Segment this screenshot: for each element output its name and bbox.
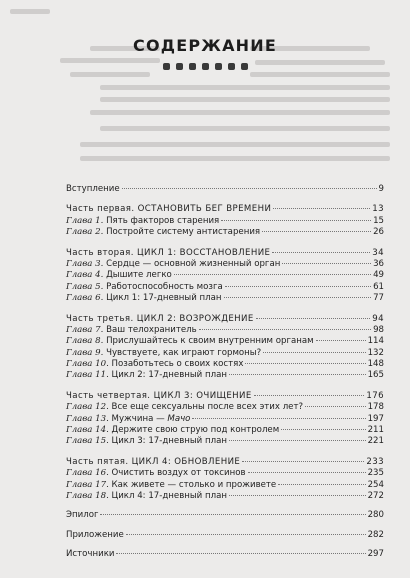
dot-leader — [192, 417, 365, 419]
toc-chapter-entry[interactable] — [66, 336, 384, 347]
page-number: 165 — [367, 370, 384, 381]
chapter-number: Глава 13. — [66, 413, 109, 424]
toc-entry-text: Позаботьтесь о своих костях — [111, 359, 244, 370]
toc-entry-label — [66, 359, 243, 370]
ornament-dot — [189, 63, 196, 70]
table-of-contents — [66, 184, 384, 561]
toc-chapter-entry[interactable] — [66, 216, 384, 227]
page-number: 34 — [372, 247, 384, 258]
chapter-number: Глава 10. — [66, 359, 109, 370]
dot-leader — [305, 405, 366, 407]
toc-entry-label — [66, 314, 254, 325]
toc-chapter-entry[interactable] — [66, 325, 384, 336]
toc-entry-label — [66, 227, 260, 238]
chapter-number: Глава 6. — [66, 293, 104, 304]
toc-chapter-entry[interactable] — [66, 270, 384, 281]
chapter-number: Глава 12. — [66, 402, 109, 413]
toc-entry-label — [66, 370, 227, 381]
page-number: 26 — [373, 227, 384, 238]
toc-entry-text: Часть третья. ЦИКЛ 2: ВОЗРОЖДЕНИЕ — [66, 313, 254, 324]
toc-entry-label — [66, 414, 190, 425]
toc-entry-text: Источники — [66, 549, 115, 560]
toc-entry-label — [66, 336, 314, 347]
toc-chapter-entry[interactable] — [66, 348, 384, 359]
dot-leader — [282, 262, 371, 264]
toc-entry-label — [66, 348, 261, 359]
toc-entry-text: Прислушайтесь к своим внутренним органам — [106, 336, 314, 347]
toc-chapter-entry[interactable] — [66, 425, 384, 436]
dot-leader — [242, 460, 364, 462]
page-title: СОДЕРЖАНИЕ — [133, 36, 277, 55]
toc-entry-label — [66, 204, 271, 215]
toc-entry[interactable] — [66, 184, 384, 195]
show-through-text — [0, 0, 410, 170]
toc-entry-text: Дышите легко — [106, 270, 172, 281]
page-number: 254 — [367, 479, 384, 490]
toc-entry-label — [66, 436, 227, 447]
page-number: 211 — [367, 425, 384, 436]
chapter-number: Глава 18. — [66, 490, 109, 501]
toc-chapter-entry[interactable] — [66, 436, 384, 447]
page-number: 148 — [367, 359, 384, 370]
page-number: 221 — [367, 436, 384, 447]
dot-leader — [100, 513, 365, 515]
ornament-dot — [215, 63, 222, 70]
dot-leader — [273, 207, 370, 209]
toc-entry-label — [66, 402, 303, 413]
dot-leader — [174, 273, 371, 275]
toc-chapter-entry[interactable] — [66, 491, 384, 502]
toc-entry[interactable] — [66, 510, 384, 521]
page-number: 280 — [367, 510, 384, 521]
ornament-dot — [176, 63, 183, 70]
toc-part-entry[interactable] — [66, 248, 384, 259]
toc-part-entry[interactable] — [66, 457, 384, 468]
toc-chapter-entry[interactable] — [66, 414, 384, 425]
ornament-dot — [202, 63, 209, 70]
toc-chapter-entry[interactable] — [66, 370, 384, 381]
toc-entry-text: Сердце — основной жизненный орган — [106, 258, 281, 269]
ornament-dot — [241, 63, 248, 70]
page-number: 94 — [372, 313, 384, 324]
page-number: 9 — [378, 184, 384, 194]
dot-leader — [254, 394, 365, 396]
toc-entry-text: Часть пятая. ЦИКЛ 4: ОБНОВЛЕНИЕ — [66, 456, 241, 467]
dot-leader — [245, 362, 365, 364]
dot-leader — [116, 552, 365, 554]
page-number: 197 — [367, 413, 384, 424]
page-number: 297 — [367, 549, 384, 560]
toc-chapter-entry[interactable] — [66, 480, 384, 491]
chapter-number: Глава 14. — [66, 425, 109, 436]
chapter-number: Глава 8. — [66, 336, 104, 347]
dot-leader — [278, 483, 365, 485]
page-number: 15 — [373, 215, 384, 226]
toc-entry-label — [66, 491, 227, 502]
ornament-dot — [228, 63, 235, 70]
toc-entry[interactable] — [66, 549, 384, 560]
toc-entry-text: Ваш телохранитель — [106, 324, 197, 335]
toc-part-entry[interactable] — [66, 314, 384, 325]
toc-entry-text: Держите свою струю под контролем — [111, 425, 280, 436]
toc-entry-text: Приложение — [66, 529, 124, 540]
toc-entry-label — [66, 510, 98, 521]
dot-leader — [281, 428, 365, 430]
toc-entry-text: Вступление — [66, 184, 120, 194]
toc-entry-label — [66, 282, 223, 293]
chapter-number: Глава 16. — [66, 468, 109, 479]
toc-entry-text: Цикл 4: 17-дневный план — [111, 490, 227, 501]
toc-entry-label — [66, 457, 240, 468]
dot-leader — [122, 187, 377, 189]
toc-entry-label — [66, 425, 279, 436]
chapter-number: Глава 1. — [66, 215, 104, 226]
toc-entry-text: Постройте систему антистарения — [106, 227, 261, 238]
page-number: 233 — [366, 456, 384, 467]
page-number: 49 — [373, 270, 384, 281]
dot-leader — [199, 328, 371, 330]
toc-chapter-entry[interactable] — [66, 402, 384, 413]
page-number: 176 — [366, 390, 384, 401]
toc-part-entry[interactable] — [66, 391, 384, 402]
page-number: 61 — [373, 281, 384, 292]
toc-chapter-entry[interactable] — [66, 359, 384, 370]
toc-chapter-entry[interactable] — [66, 227, 384, 238]
chapter-number: Глава 2. — [66, 227, 104, 238]
toc-entry-label — [66, 216, 219, 227]
toc-entry-text: Мужчина — — [111, 413, 168, 424]
page-number: 132 — [367, 347, 384, 358]
toc-entry-text: Очистить воздух от токсинов — [111, 468, 246, 479]
toc-entry-label — [66, 325, 197, 336]
toc-entry-text: Часть первая. ОСТАНОВИТЬ БЕГ ВРЕМЕНИ — [66, 204, 272, 215]
dot-leader — [316, 339, 366, 341]
page-number: 98 — [373, 324, 384, 335]
page-number: 13 — [372, 204, 384, 215]
toc-entry-label — [66, 480, 276, 491]
chapter-number: Глава 9. — [66, 347, 104, 358]
dot-leader — [126, 533, 366, 535]
dot-leader — [221, 219, 371, 221]
chapter-number: Глава 5. — [66, 281, 104, 292]
chapter-number: Глава 7. — [66, 324, 104, 335]
page-number: 178 — [367, 402, 384, 413]
chapter-number: Глава 3. — [66, 258, 104, 269]
toc-chapter-entry[interactable] — [66, 468, 384, 479]
dot-leader — [263, 351, 365, 353]
toc-entry-label — [66, 530, 124, 541]
ornament-dot — [163, 63, 170, 70]
toc-entry-text: Часть вторая. ЦИКЛ 1: ВОССТАНОВЛЕНИЕ — [66, 247, 271, 258]
toc-chapter-entry[interactable] — [66, 293, 384, 304]
dot-leader — [248, 471, 366, 473]
toc-entry-label — [66, 259, 280, 270]
toc-chapter-entry[interactable] — [66, 282, 384, 293]
toc-entry-text: Чувствуете, как играют гормоны? — [106, 347, 262, 358]
toc-entry-text: Цикл 3: 17-дневный план — [111, 436, 227, 447]
toc-entry-label — [66, 391, 252, 402]
dot-leader — [229, 439, 366, 441]
toc-entry-label — [66, 549, 114, 560]
dot-leader — [225, 285, 371, 287]
toc-entry-text: Цикл 2: 17-дневный план — [111, 370, 227, 381]
toc-entry-label — [66, 248, 270, 259]
page-number: 235 — [367, 468, 384, 479]
toc-entry-label — [66, 468, 246, 479]
toc-part-entry[interactable] — [66, 204, 384, 215]
toc-entry-text: Как живете — столько и проживете — [111, 479, 277, 490]
toc-entry-label — [66, 293, 222, 304]
toc-entry-text: Эпилог — [66, 510, 99, 521]
toc-entry-label — [66, 270, 172, 281]
toc-entry-text: Пять факторов старения — [106, 215, 220, 226]
title-ornament — [0, 63, 410, 70]
dot-leader — [229, 373, 366, 375]
toc-chapter-entry[interactable] — [66, 259, 384, 270]
page-number: 36 — [373, 258, 384, 269]
dot-leader — [224, 296, 372, 298]
toc-entry-text: Часть четвертая. ЦИКЛ 3: ОЧИЩЕНИЕ — [66, 390, 252, 401]
toc-entry-italic-text: Мачо — [167, 413, 191, 424]
dot-leader — [262, 230, 371, 232]
dot-leader — [229, 494, 366, 496]
chapter-number: Глава 17. — [66, 479, 109, 490]
toc-entry-text: Все еще сексуальны после всех этих лет? — [111, 402, 304, 413]
toc-entry-text: Работоспособность мозга — [106, 281, 223, 292]
page-number: 77 — [373, 293, 384, 304]
chapter-number: Глава 11. — [66, 370, 109, 381]
dot-leader — [272, 251, 370, 253]
toc-entry-label — [66, 184, 120, 195]
page-number: 272 — [367, 490, 384, 501]
chapter-number: Глава 15. — [66, 436, 109, 447]
toc-entry[interactable] — [66, 530, 384, 541]
page-number: 282 — [367, 529, 384, 540]
page-number: 114 — [367, 336, 384, 347]
toc-entry-text: Цикл 1: 17-дневный план — [106, 293, 222, 304]
chapter-number: Глава 4. — [66, 270, 104, 281]
dot-leader — [256, 317, 371, 319]
